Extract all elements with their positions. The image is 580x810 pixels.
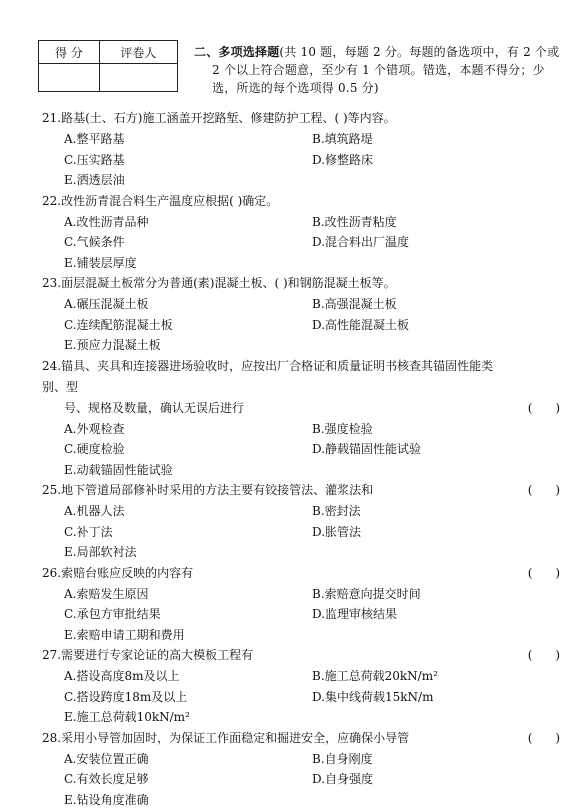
option-b[interactable]: B.改性沥青粘度 bbox=[312, 212, 560, 233]
option-b[interactable]: B.自身刚度 bbox=[312, 749, 560, 770]
question-stem-text: 25.地下管道局部修补时采用的方法主要有铰接管法、灌浆法和 bbox=[42, 483, 373, 497]
option-a[interactable]: A.安装位置正确 bbox=[64, 749, 312, 770]
option-e[interactable]: E.局部软衬法 bbox=[64, 542, 312, 563]
question-stem-continuation bbox=[42, 398, 562, 419]
option-list bbox=[42, 584, 562, 646]
option-d[interactable]: D.监理审核结果 bbox=[312, 604, 560, 625]
option-b[interactable]: B.密封法 bbox=[312, 501, 560, 522]
score-cell bbox=[39, 64, 100, 92]
grader-label: 评卷人 bbox=[99, 41, 177, 64]
section-desc-line3: 选，所选的每个选项得 0.5 分) bbox=[194, 79, 574, 97]
question-stem bbox=[42, 356, 562, 398]
question-25 bbox=[42, 480, 562, 563]
question-stem bbox=[42, 728, 562, 749]
option-b[interactable]: B.填筑路堤 bbox=[312, 129, 560, 150]
question-stem bbox=[42, 273, 562, 294]
option-b[interactable]: B.强度检验 bbox=[312, 419, 560, 440]
question-stem bbox=[42, 191, 562, 212]
option-d[interactable]: D.混合料出厂温度 bbox=[312, 232, 560, 253]
option-e[interactable]: E.预应力混凝土板 bbox=[64, 335, 312, 356]
question-stem-text-2: 号、规格及数量，确认无误后进行 bbox=[64, 401, 244, 415]
option-e[interactable]: E.动载锚固性能试验 bbox=[64, 460, 312, 481]
grader-cell bbox=[99, 64, 177, 92]
option-c[interactable]: C.硬度检验 bbox=[64, 439, 312, 460]
section-title: 二、多项选择题 bbox=[194, 45, 279, 59]
section-desc-line1: (共 10 题，每题 2 分。每题的备选项中，有 2 个或 bbox=[279, 45, 559, 59]
answer-parentheses: ( ) bbox=[528, 563, 560, 584]
question-stem-text: 21.路基(土、石方)施工涵盖开挖路堑、修建防护工程、( )等内容。 bbox=[42, 111, 396, 125]
option-c[interactable]: C.补丁法 bbox=[64, 522, 312, 543]
option-d[interactable]: D.自身强度 bbox=[312, 769, 560, 790]
option-e[interactable]: E.施工总荷载10kN/m² bbox=[64, 707, 312, 728]
option-a[interactable]: A.整平路基 bbox=[64, 129, 312, 150]
option-list bbox=[42, 501, 562, 563]
option-a[interactable]: A.改性沥青品种 bbox=[64, 212, 312, 233]
option-a[interactable]: A.外观检查 bbox=[64, 419, 312, 440]
option-d[interactable]: D.高性能混凝土板 bbox=[312, 315, 560, 336]
section-header bbox=[194, 43, 574, 97]
option-d[interactable]: D.静载锚固性能试验 bbox=[312, 439, 560, 460]
option-d[interactable]: D.集中线荷载15kN/m bbox=[312, 687, 560, 708]
answer-parentheses: ( ) bbox=[528, 728, 560, 749]
answer-parentheses: ( ) bbox=[528, 645, 560, 666]
option-e[interactable]: E.索赔申请工期和费用 bbox=[64, 625, 312, 646]
question-27 bbox=[42, 645, 562, 728]
option-list bbox=[42, 212, 562, 274]
option-list bbox=[42, 294, 562, 356]
score-box bbox=[38, 40, 178, 92]
option-c[interactable]: C.有效长度足够 bbox=[64, 769, 312, 790]
option-a[interactable]: A.搭设高度8m及以上 bbox=[64, 666, 312, 687]
question-stem-text: 27.需要进行专家论证的高大模板工程有 bbox=[42, 648, 253, 662]
option-d[interactable]: D.修整路床 bbox=[312, 150, 560, 171]
option-list bbox=[42, 749, 562, 810]
question-stem-text: 26.索赔台账应反映的内容有 bbox=[42, 566, 193, 580]
option-c[interactable]: C.气候条件 bbox=[64, 232, 312, 253]
option-c[interactable]: C.连续配筋混凝土板 bbox=[64, 315, 312, 336]
question-21 bbox=[42, 108, 562, 191]
option-d[interactable]: D.胀管法 bbox=[312, 522, 560, 543]
option-a[interactable]: A.机器人法 bbox=[64, 501, 312, 522]
question-stem-text: 28.采用小导管加固时，为保证工作面稳定和掘进安全，应确保小导管 bbox=[42, 731, 409, 745]
question-stem bbox=[42, 108, 562, 129]
question-28 bbox=[42, 728, 562, 810]
option-e[interactable]: E.钻设角度准确 bbox=[64, 790, 312, 810]
section-desc-line2: 2 个以上符合题意，至少有 1 个错项。错选，本题不得分；少 bbox=[194, 61, 574, 79]
option-e[interactable]: E.洒透层油 bbox=[64, 170, 312, 191]
option-a[interactable]: A.碾压混凝土板 bbox=[64, 294, 312, 315]
question-list bbox=[42, 108, 562, 810]
option-c[interactable]: C.压实路基 bbox=[64, 150, 312, 171]
question-stem-text: 22.改性沥青混合料生产温度应根据( )确定。 bbox=[42, 194, 278, 208]
option-b[interactable]: B.施工总荷载20kN/m² bbox=[312, 666, 560, 687]
question-stem bbox=[42, 563, 562, 584]
option-a[interactable]: A.索赔发生原因 bbox=[64, 584, 312, 605]
question-stem-text: 24.锚具、夹具和连接器进场验收时，应按出厂合格证和质量证明书核查其锚固性能类别、型 bbox=[42, 359, 493, 394]
option-e[interactable]: E.铺装层厚度 bbox=[64, 253, 312, 274]
question-23 bbox=[42, 273, 562, 356]
question-22 bbox=[42, 191, 562, 274]
question-stem-text: 23.面层混凝土板常分为普通(素)混凝土板、( )和钢筋混凝土板等。 bbox=[42, 276, 396, 290]
answer-parentheses: ( ) bbox=[528, 398, 560, 419]
question-stem bbox=[42, 645, 562, 666]
option-b[interactable]: B.索赔意向提交时间 bbox=[312, 584, 560, 605]
score-label: 得 分 bbox=[39, 41, 100, 64]
question-26 bbox=[42, 563, 562, 646]
option-c[interactable]: C.搭设跨度18m及以上 bbox=[64, 687, 312, 708]
option-b[interactable]: B.高强混凝土板 bbox=[312, 294, 560, 315]
question-stem bbox=[42, 480, 562, 501]
option-c[interactable]: C.承包方审批结果 bbox=[64, 604, 312, 625]
option-list bbox=[42, 129, 562, 191]
answer-parentheses: ( ) bbox=[528, 480, 560, 501]
option-list bbox=[42, 419, 562, 481]
question-24 bbox=[42, 356, 562, 481]
option-list bbox=[42, 666, 562, 728]
